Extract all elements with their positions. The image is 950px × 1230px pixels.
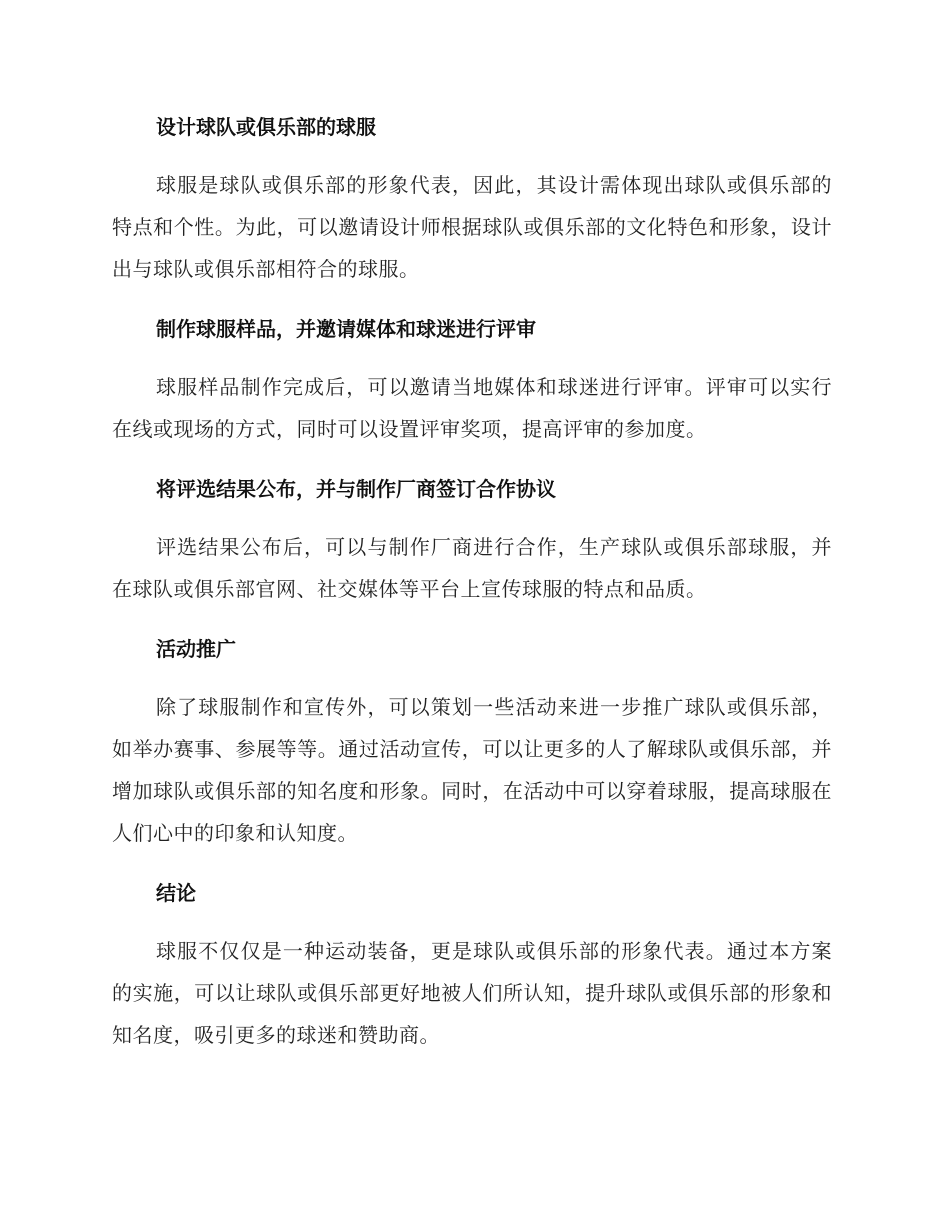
section-paragraph-jersey-design: 球服是球队或俱乐部的形象代表，因此，其设计需体现出球队或俱乐部的特点和个性。为此，可以邀请设计师根据球队或俱乐部的文化特色和形象，设计出与球队或俱乐部相符合的球服。 [112, 173, 832, 281]
section-paragraph-sample-review: 球服样品制作完成后，可以邀请当地媒体和球迷进行评审。评审可以实行在线或现场的方式，同时可以设置评审奖项，提高评审的参加度。 [112, 375, 832, 441]
section-heading-jersey-design: 设计球队或俱乐部的球服 [156, 115, 376, 139]
section-paragraph-promotion: 除了球服制作和宣传外，可以策划一些活动来进一步推广球队或俱乐部，如举办赛事、参展等等。通过活动宣传，可以让更多的人了解球队或俱乐部，并增加球队或俱乐部的知名度和形象。同时，在活动中可以穿着球服，提高球服在人们心中的印象和认知度。 [112, 695, 832, 845]
section-heading-results-agreement: 将评选结果公布，并与制作厂商签订合作协议 [156, 477, 556, 501]
section-heading-conclusion: 结论 [156, 881, 196, 905]
section-heading-sample-review: 制作球服样品，并邀请媒体和球迷进行评审 [156, 317, 536, 341]
section-paragraph-results-agreement: 评选结果公布后，可以与制作厂商进行合作，生产球队或俱乐部球服，并在球队或俱乐部官网、社交媒体等平台上宣传球服的特点和品质。 [112, 535, 832, 601]
section-heading-promotion: 活动推广 [156, 637, 236, 661]
document-page [112, 112, 832, 1056]
section-paragraph-conclusion: 球服不仅仅是一种运动装备，更是球队或俱乐部的形象代表。通过本方案的实施，可以让球队或俱乐部更好地被人们所认知，提升球队或俱乐部的形象和知名度，吸引更多的球迷和赞助商。 [112, 939, 832, 1047]
